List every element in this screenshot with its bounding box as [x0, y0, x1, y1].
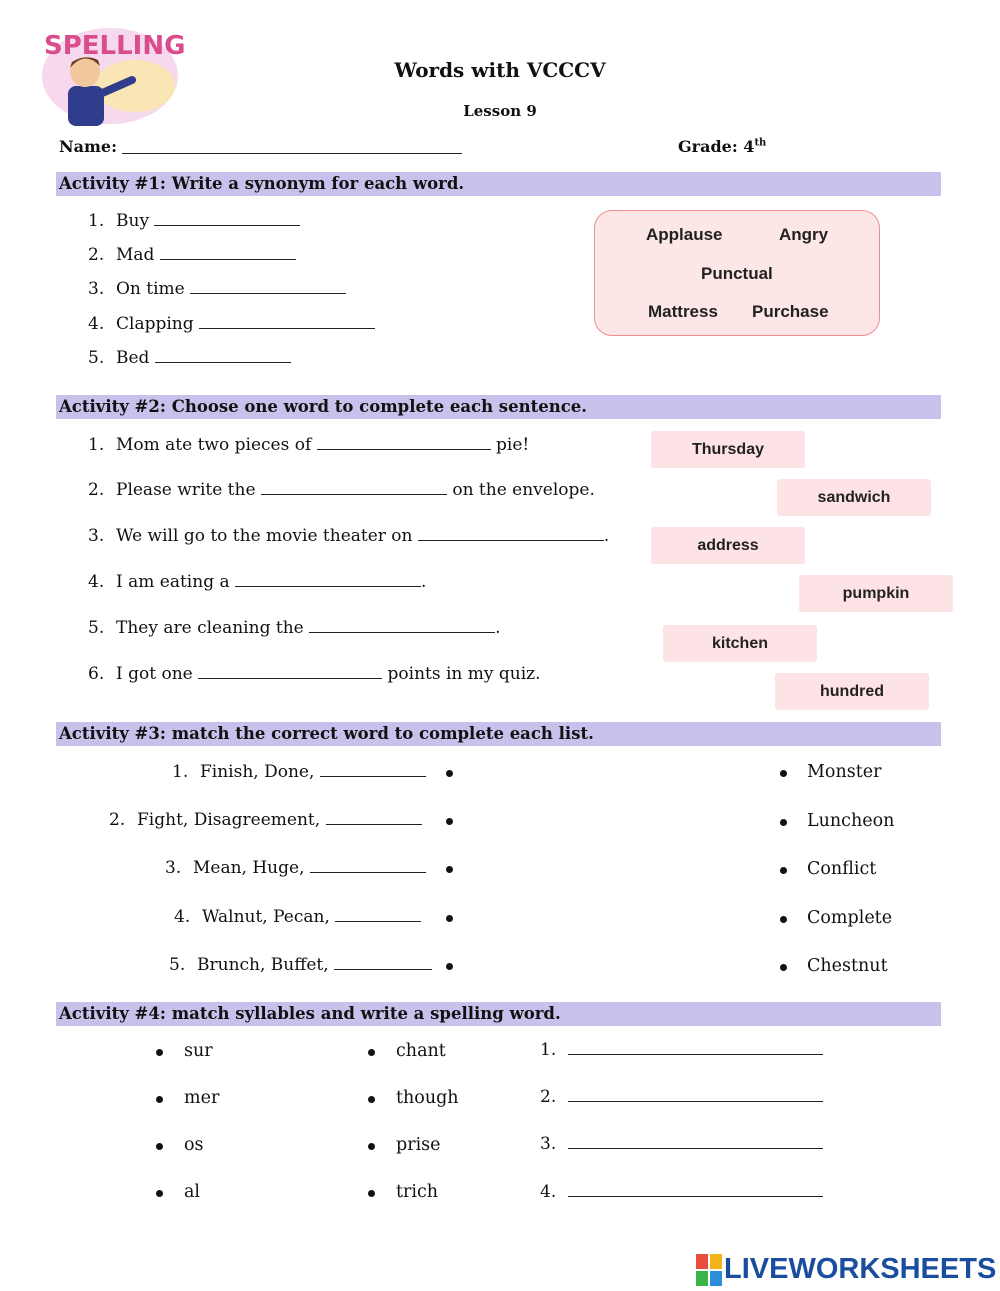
match-dot-left[interactable]	[446, 770, 453, 777]
activity3-item: 4. Walnut, Pecan,	[174, 907, 421, 927]
grade-label: Grade: 4th	[678, 137, 767, 156]
syllable-dot[interactable]	[368, 1096, 375, 1103]
syllable-first: os	[184, 1135, 204, 1155]
answer-blank[interactable]	[568, 1041, 823, 1055]
activity2-item: 1. Mom ate two pieces of pie!	[88, 435, 530, 455]
word-bank-word: Angry	[779, 225, 829, 244]
syllable-dot[interactable]	[156, 1190, 163, 1197]
activity4-answer: 1.	[540, 1040, 823, 1060]
match-option: Monster	[807, 762, 882, 782]
answer-blank[interactable]	[155, 349, 291, 363]
answer-blank[interactable]	[160, 246, 296, 260]
syllable-second: prise	[396, 1135, 441, 1155]
match-option: Luncheon	[807, 811, 895, 831]
activity4-heading: Activity #4: match syllables and write a spelling word.	[56, 1002, 941, 1026]
answer-blank[interactable]	[320, 763, 426, 777]
word-chip[interactable]: pumpkin	[799, 575, 953, 612]
lesson-label: Lesson 9	[463, 102, 537, 120]
answer-blank[interactable]	[154, 212, 300, 226]
worksheet-title: Words with VCCCV	[394, 58, 606, 82]
activity2-item: 3. We will go to the movie theater on .	[88, 526, 610, 546]
activity2-item: 4. I am eating a .	[88, 572, 427, 592]
activity4-answer: 3.	[540, 1134, 823, 1154]
match-dot-left[interactable]	[446, 866, 453, 873]
match-dot-left[interactable]	[446, 818, 453, 825]
match-option: Chestnut	[807, 956, 888, 976]
word-chip[interactable]: address	[651, 527, 805, 564]
activity3-item: 3. Mean, Huge,	[165, 858, 426, 878]
activity2-item: 2. Please write the on the envelope.	[88, 480, 595, 500]
syllable-dot[interactable]	[368, 1049, 375, 1056]
activity3-item: 5. Brunch, Buffet,	[169, 955, 432, 975]
syllable-dot[interactable]	[156, 1049, 163, 1056]
word-chip[interactable]: hundred	[775, 673, 929, 710]
answer-blank[interactable]	[190, 280, 346, 294]
word-chip[interactable]: Thursday	[651, 431, 805, 468]
word-chip[interactable]: sandwich	[777, 479, 931, 516]
answer-blank[interactable]	[198, 665, 382, 679]
activity1-item: 1. Buy	[88, 211, 300, 231]
answer-blank[interactable]	[309, 619, 495, 633]
activity2-item: 6. I got one points in my quiz.	[88, 664, 541, 684]
activity3-heading: Activity #3: match the correct word to complete each list.	[56, 722, 941, 746]
answer-blank[interactable]	[326, 811, 422, 825]
activity1-item: 3. On time	[88, 279, 346, 299]
match-option: Conflict	[807, 859, 877, 879]
answer-blank[interactable]	[261, 481, 447, 495]
syllable-second: chant	[396, 1041, 446, 1061]
answer-blank[interactable]	[199, 315, 375, 329]
match-dot-left[interactable]	[446, 963, 453, 970]
activity2-heading: Activity #2: Choose one word to complete each sentence.	[56, 395, 941, 419]
activity1-item: 5. Bed	[88, 348, 291, 368]
syllable-second: though	[396, 1088, 459, 1108]
name-input[interactable]	[122, 153, 462, 154]
activity4-answer: 2.	[540, 1087, 823, 1107]
syllable-dot[interactable]	[156, 1143, 163, 1150]
syllable-dot[interactable]	[368, 1143, 375, 1150]
word-bank-word: Purchase	[752, 302, 829, 321]
syllable-first: sur	[184, 1041, 213, 1061]
activity4-answer: 4.	[540, 1182, 823, 1202]
activity2-item: 5. They are cleaning the .	[88, 618, 501, 638]
match-dot-right[interactable]	[780, 770, 787, 777]
word-bank-word: Mattress	[648, 302, 718, 321]
word-bank-word: Applause	[646, 225, 723, 244]
answer-blank[interactable]	[334, 956, 432, 970]
answer-blank[interactable]	[317, 436, 491, 450]
syllable-second: trich	[396, 1182, 439, 1202]
answer-blank[interactable]	[568, 1088, 823, 1102]
answer-blank[interactable]	[335, 908, 421, 922]
liveworksheets-logo-icon	[696, 1254, 722, 1286]
word-bank-word: Punctual	[701, 264, 773, 283]
answer-blank[interactable]	[568, 1183, 823, 1197]
activity3-item: 2. Fight, Disagreement,	[109, 810, 422, 830]
activity1-item: 2. Mad	[88, 245, 296, 265]
answer-blank[interactable]	[235, 573, 421, 587]
match-dot-right[interactable]	[780, 867, 787, 874]
match-dot-left[interactable]	[446, 915, 453, 922]
answer-blank[interactable]	[310, 859, 426, 873]
match-dot-right[interactable]	[780, 964, 787, 971]
match-dot-right[interactable]	[780, 916, 787, 923]
syllable-first: mer	[184, 1088, 220, 1108]
activity3-item: 1. Finish, Done,	[172, 762, 426, 782]
match-option: Complete	[807, 908, 893, 928]
syllable-dot[interactable]	[156, 1096, 163, 1103]
answer-blank[interactable]	[568, 1135, 823, 1149]
svg-text:SPELLING: SPELLING	[44, 31, 186, 61]
activity1-heading: Activity #1: Write a synonym for each word.	[56, 172, 941, 196]
match-dot-right[interactable]	[780, 819, 787, 826]
syllable-first: al	[184, 1182, 201, 1202]
syllable-dot[interactable]	[368, 1190, 375, 1197]
name-label: Name:	[59, 137, 118, 156]
liveworksheets-brand[interactable]: LIVEWORKSHEETS	[724, 1253, 997, 1285]
word-chip[interactable]: kitchen	[663, 625, 817, 662]
activity1-item: 4. Clapping	[88, 314, 375, 334]
answer-blank[interactable]	[418, 527, 604, 541]
